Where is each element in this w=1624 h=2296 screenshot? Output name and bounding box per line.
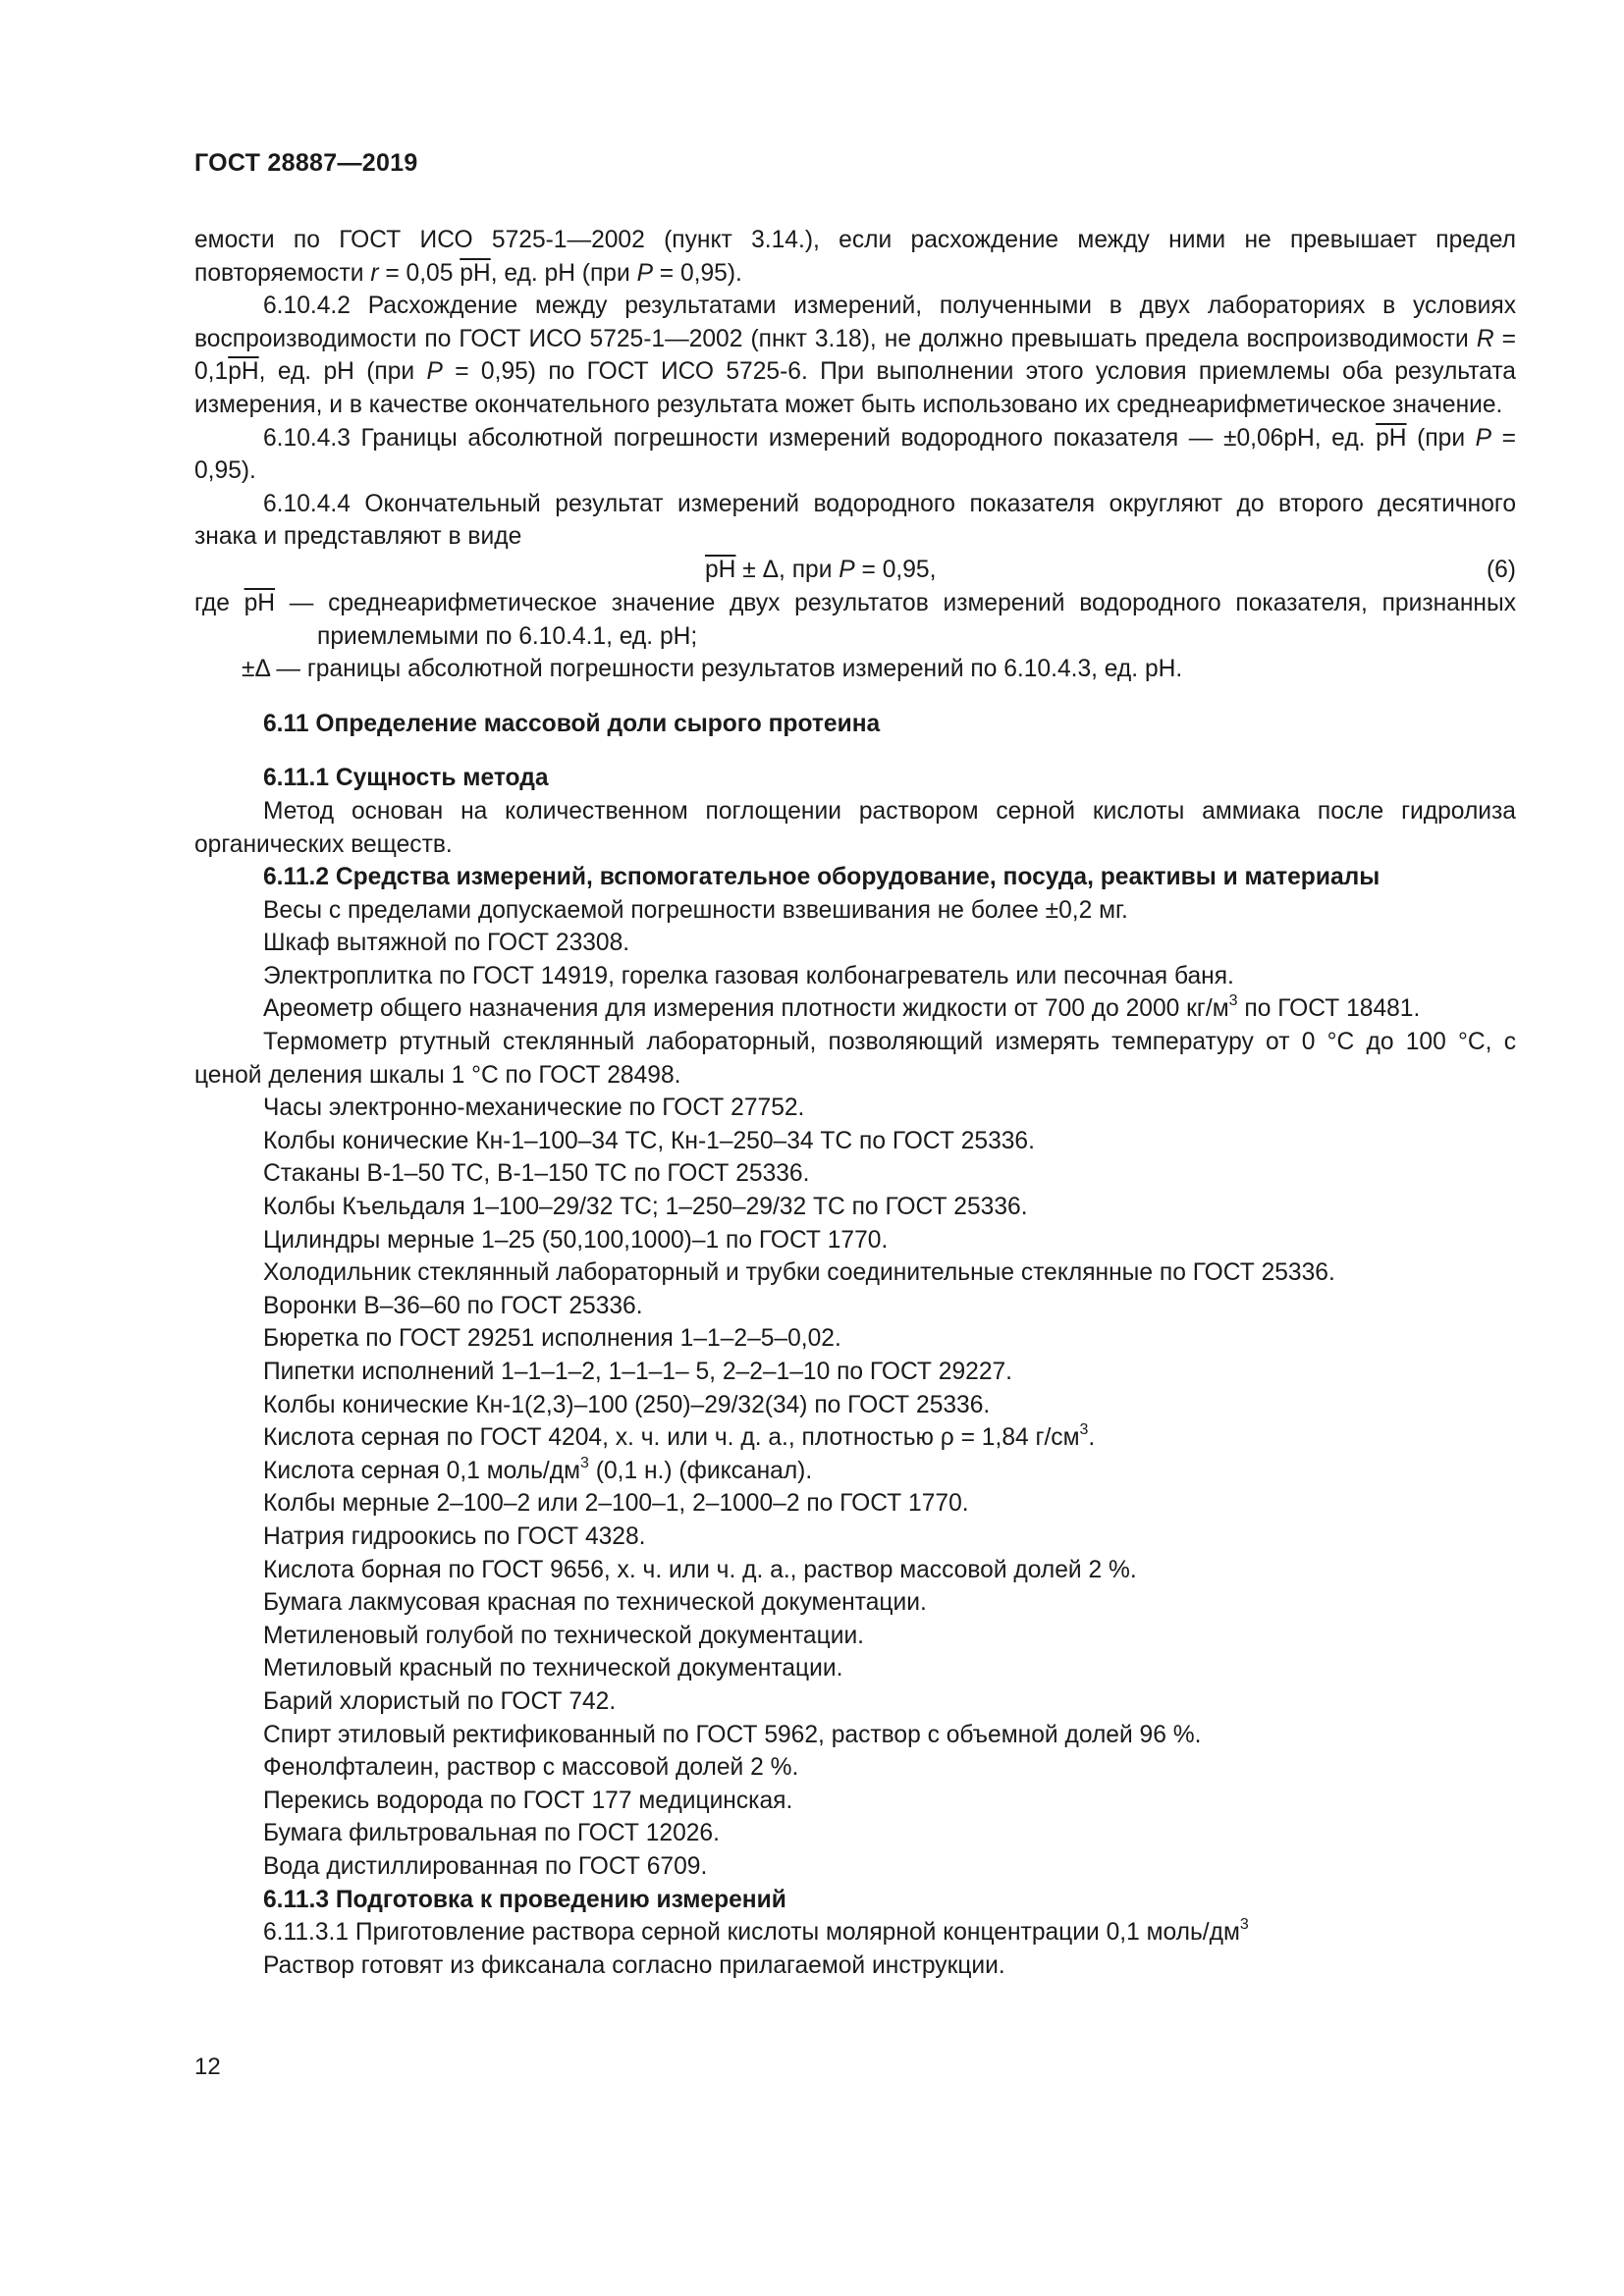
list-item: Вода дистиллированная по ГОСТ 6709. — [263, 1852, 708, 1880]
where-ph-definition: где $\overline{pH}$ — среднеарифметическое значение двух результатов измерений водородного показателя, признанных приемлемыми по 6.10.4.1, ед. pH; — [194, 589, 1516, 650]
list-item: Барий хлористый по ГОСТ 742. — [263, 1687, 617, 1715]
paragraph-6-11-3-1-text: Раствор готовят из фиксанала согласно прилагаемой инструкции. — [263, 1951, 1005, 1979]
list-item-acid-1: Кислота серная по ГОСТ 4204, х. ч. или ч. д. а., плотностью ρ = 1,84 $г/см^3$. — [263, 1421, 1096, 1452]
list-item: Колбы Къельдаля 1–100–29/32 ТС; 1–250–29/32 ТС по ГОСТ 25336. — [263, 1194, 1028, 1221]
list-item: Электроплитка по ГОСТ 14919, горелка газовая колбонагреватель или песочная баня. — [263, 962, 1234, 989]
section-6-11-heading: 6.11 Определение массовой доли сырого протеина — [263, 710, 881, 737]
formula-6 — [194, 554, 1516, 587]
list-item: Холодильник стеклянный лабораторный и трубки соединительные стеклянные по ГОСТ 25336. — [263, 1259, 1335, 1287]
list-item: Весы с пределами допускаемой погрешности взвешивания не более ±0,2 мг. — [263, 896, 1128, 924]
document-page — [194, 0, 1516, 2296]
list-item: Фенолфталеин, раствор с массовой долей 2 %. — [263, 1754, 799, 1782]
list-item: Часы электронно-механические по ГОСТ 27752. — [263, 1095, 805, 1122]
list-item-areometer: Ареометр общего назначения для измерения плотности жидкости от 700 до 2000 $кг/м^3$ по ГОСТ 18481. — [263, 992, 1421, 1023]
paragraph-6-10-4-4: 6.10.4.4 Окончательный результат измерений водородного показателя округляют до второго десятичного знака и представляют в виде — [194, 490, 1516, 551]
list-item: Метиленовый голубой по технической документации. — [263, 1622, 865, 1649]
list-item: Пипетки исполнений 1–1–1–2, 1–1–1– 5, 2–2–1–10 по ГОСТ 29227. — [263, 1359, 1013, 1385]
list-item: Бумага фильтровальная по ГОСТ 12026. — [263, 1820, 720, 1847]
formula-number: (6) — [1486, 556, 1516, 583]
list-item-acid-2: Кислота серная 0,1 моль/$дм^3$ (0,1 н.) (фиксанал). — [263, 1454, 813, 1484]
paragraph-6-10-4-3: 6.10.4.3 Границы абсолютной погрешности измерений водородного показателя — ±0,06pH, ед. $\overline{pH}$ (при P = 0,95). — [194, 424, 1516, 485]
list-item: Воронки В–36–60 по ГОСТ 25336. — [263, 1292, 643, 1319]
document-body — [194, 224, 1516, 1982]
intro-paragraph: емости по ГОСТ ИСО 5725-1—2002 (пункт 3.14.), если расхождение между ними не превышает предел повторяемости r = 0,05 $\overline{pH}$, ед. pH (при P = 0,95). — [194, 227, 1516, 287]
document-header: ГОСТ 28887—2019 — [194, 149, 418, 177]
section-6-11-1-text: Метод основан на количественном поглощении раствором серной кислоты аммиака после гидролиза органических веществ. — [194, 797, 1516, 858]
list-item: Колбы конические Кн-1(2,3)–100 (250)–29/32(34) по ГОСТ 25336. — [263, 1391, 991, 1418]
list-item: Цилиндры мерные 1–25 (50,100,1000)–1 по ГОСТ 1770. — [263, 1226, 889, 1254]
list-item: Перекись водорода по ГОСТ 177 медицинская. — [263, 1787, 793, 1814]
where-delta-definition: ±Δ — границы абсолютной погрешности результатов измерений по 6.10.4.3, ед. pH. — [242, 656, 1183, 683]
list-item-thermometer: Термометр ртутный стеклянный лабораторный, позволяющий измерять температуру от 0 °C до 100 °C, с ценой деления шкалы 1 °C по ГОСТ 28498. — [194, 1029, 1516, 1089]
section-6-11-1-heading: 6.11.1 Сущность метода — [263, 765, 549, 792]
section-6-11-3-heading: 6.11.3 Подготовка к проведению измерений — [263, 1886, 786, 1913]
list-item: Бюретка по ГОСТ 29251 исполнения 1–1–2–5–0,02. — [263, 1325, 841, 1353]
list-item: Метиловый красный по технической документации. — [263, 1655, 843, 1682]
list-item: Колбы конические Кн-1–100–34 ТС, Кн-1–250–34 ТС по ГОСТ 25336. — [263, 1127, 1035, 1154]
list-item: Шкаф вытяжной по ГОСТ 23308. — [263, 930, 630, 957]
list-item: Спирт этиловый ректификованный по ГОСТ 5962, раствор с объемной долей 96 %. — [263, 1721, 1202, 1748]
list-item: Бумага лакмусовая красная по технической документации. — [263, 1589, 927, 1617]
list-item: Натрия гидроокись по ГОСТ 4328. — [263, 1522, 646, 1550]
page-number: 12 — [194, 2054, 221, 2080]
paragraph-6-11-3-1: 6.11.3.1 Приготовление раствора серной кислоты молярной концентрации 0,1 моль/$дм^3$ — [263, 1915, 1249, 1947]
formula-expression: $\overline{pH} \pm \Delta$, при P = 0,95, — [705, 556, 937, 583]
list-item: Кислота борная по ГОСТ 9656, х. ч. или ч. д. а., раствор массовой долей 2 %. — [263, 1556, 1137, 1583]
list-item: Стаканы В-1–50 ТС, В-1–150 ТС по ГОСТ 25336. — [263, 1160, 810, 1188]
paragraph-6-10-4-2: 6.10.4.2 Расхождение между результатами измерений, полученными в двух лабораториях в условиях воспроизводимости по ГОСТ ИСО 5725-1—2002 (пнкт 3.18), не должно превышать предела воспроизводимости $R = 0,1\overline{pH}$, ед. pH (при P = 0,95) по ГОСТ ИСО 5725-6. При выполнении этого условия приемлемы оба результата измерения, и в качестве окончательного результата может быть использовано их среднеарифметическое значение. — [194, 293, 1516, 418]
section-6-11-2-heading: 6.11.2 Средства измерений, вспомогательное оборудование, посуда, реактивы и материалы — [263, 864, 1380, 891]
list-item: Колбы мерные 2–100–2 или 2–100–1, 2–1000–2 по ГОСТ 1770. — [263, 1490, 969, 1518]
